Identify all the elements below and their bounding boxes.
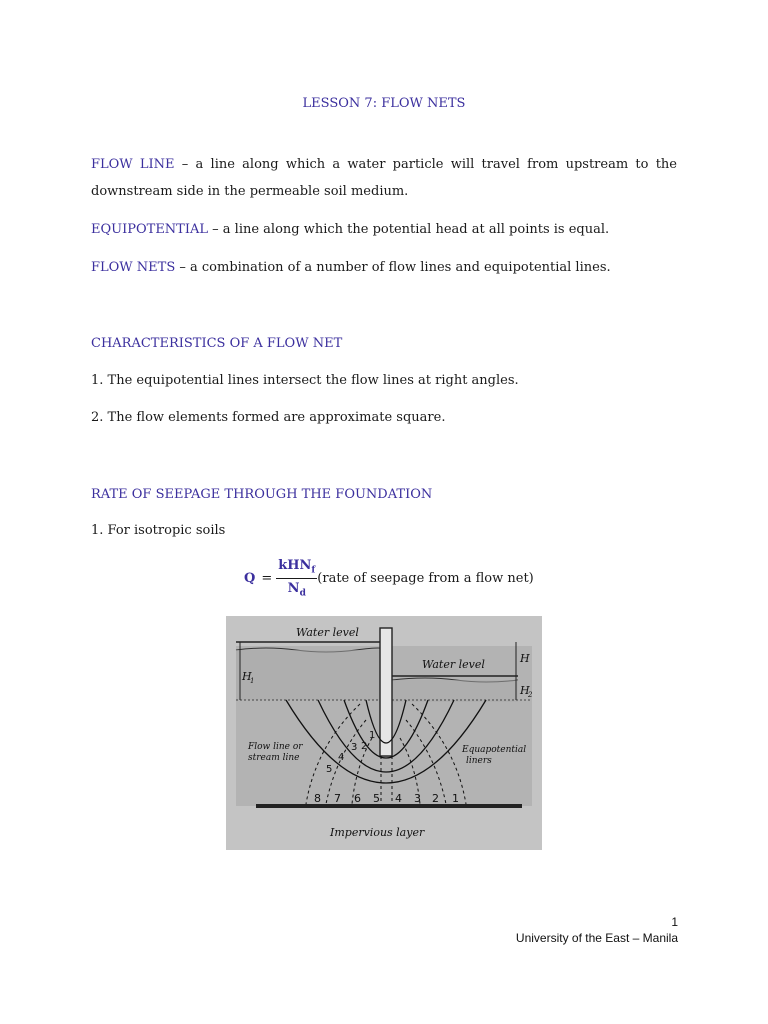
flow-net-figure [226, 616, 542, 850]
denominator-text: N [287, 580, 300, 596]
definition-text: – a line along which a water particle will travel from upstream to the downstream side in the permeable soil medium. [91, 157, 678, 199]
definition-flow-nets [91, 254, 677, 281]
flow-net-diagram [226, 616, 542, 850]
bottom-number: 5 [373, 792, 380, 805]
h-label: H [520, 652, 530, 665]
characteristic-item: 1. The equipotential lines intersect the flow lines at right angles. [91, 373, 519, 388]
page-footer [516, 914, 678, 946]
flow-line-label-2: stream line [248, 753, 300, 763]
sheet-pile [380, 628, 392, 756]
water-level-right-label: Water level [422, 658, 485, 671]
bottom-number: 1 [452, 792, 459, 805]
h1-sub-label: 1 [250, 677, 255, 685]
flow-line-label-1: Flow line or [248, 742, 303, 752]
water-level-left-label: Water level [296, 626, 359, 639]
characteristics-heading: CHARACTERISTICS OF A FLOW NET [91, 336, 343, 351]
definition-text: – a combination of a number of flow lines and equipotential lines. [175, 260, 611, 275]
term-flow-line: FLOW LINE [91, 157, 175, 172]
equipotential-label-1: Equapotential [462, 745, 527, 755]
h2-sub-label: 2 [528, 691, 533, 699]
formula-numerator [276, 558, 317, 579]
bottom-number: 3 [414, 792, 421, 805]
page-number: 1 [671, 915, 678, 929]
bottom-number: 4 [395, 792, 402, 805]
bottom-number: 2 [432, 792, 439, 805]
formula-denominator [288, 579, 306, 599]
impervious-layer-line [256, 804, 522, 808]
h2-label: H [520, 684, 530, 697]
denominator-sub: d [299, 588, 306, 599]
numerator-text: kHN [278, 558, 312, 573]
channel-number: 3 [351, 742, 358, 753]
h1-label: H [242, 670, 252, 683]
term-flow-nets: FLOW NETS [91, 260, 176, 275]
seepage-formula [244, 558, 534, 598]
equipotential-label-2: liners [466, 756, 492, 766]
channel-number: 1 [369, 730, 376, 741]
channel-number: 2 [361, 741, 368, 752]
bottom-number: 7 [334, 792, 341, 805]
characteristic-item: 2. The flow elements formed are approximate square. [91, 410, 446, 425]
formula-equals: = [261, 570, 273, 586]
definition-equipotential [91, 216, 677, 243]
page-title: LESSON 7: FLOW NETS [302, 96, 466, 111]
seepage-item: 1. For isotropic soils [91, 523, 226, 538]
formula-lhs: Q [244, 570, 256, 586]
formula-note: (rate of seepage from a flow net) [317, 570, 534, 586]
seepage-heading: RATE OF SEEPAGE THROUGH THE FOUNDATION [91, 487, 433, 502]
definition-flow-line [91, 151, 677, 205]
definition-text: – a line along which the potential head at all points is equal. [208, 222, 610, 237]
channel-number: 4 [338, 752, 345, 763]
channel-number: 5 [326, 764, 333, 775]
impervious-layer-label: Impervious layer [330, 826, 425, 839]
soil-band-left [236, 650, 384, 700]
bottom-number: 8 [314, 792, 321, 805]
institution-name: University of the East – Manila [515, 931, 678, 945]
formula-fraction [276, 558, 317, 598]
soil-band-right [392, 680, 518, 702]
bottom-number: 6 [354, 792, 361, 805]
numerator-sub: f [311, 565, 316, 576]
term-equipotential: EQUIPOTENTIAL [91, 222, 209, 237]
